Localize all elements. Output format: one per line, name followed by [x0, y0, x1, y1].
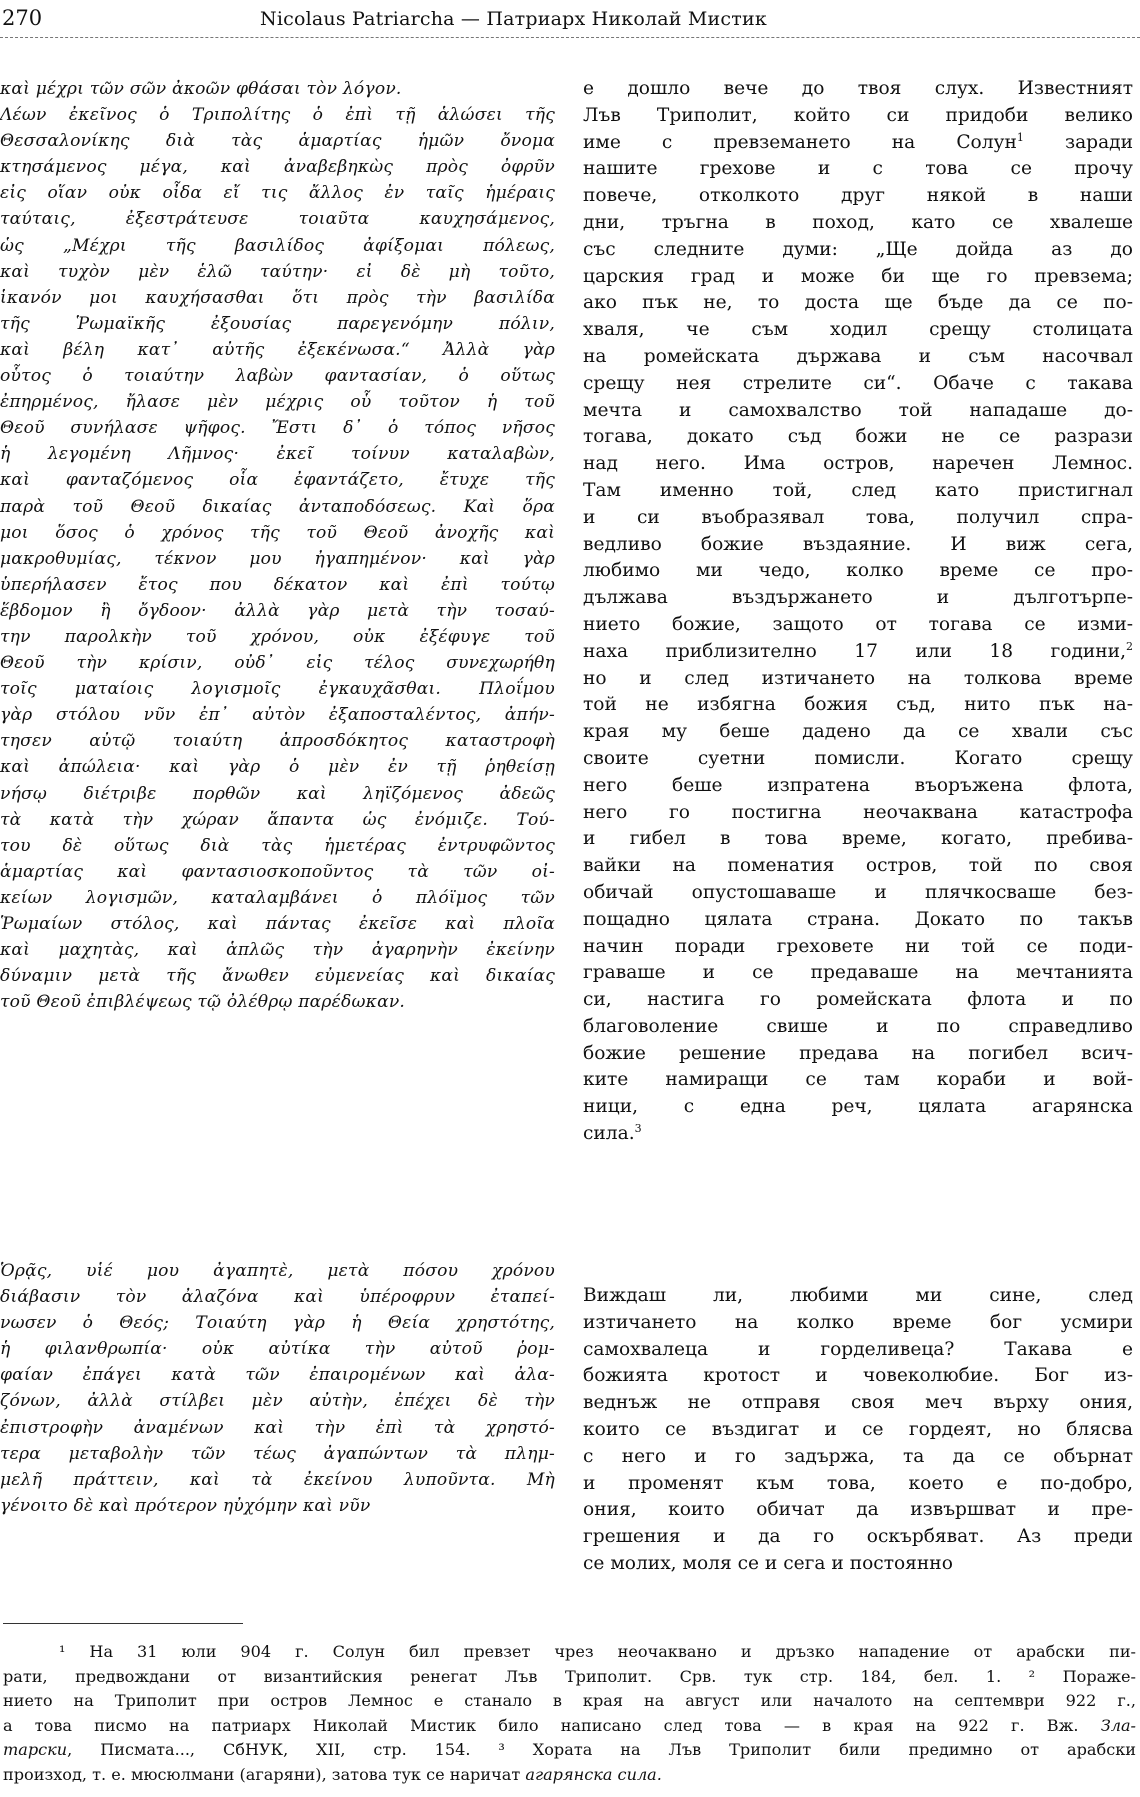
- footnote-author-name: Зла-: [1100, 1715, 1136, 1735]
- text-line: нието божие, защото от тогава се изми-: [583, 613, 1133, 635]
- footnote-line: [3, 1738, 1136, 1763]
- text-line: Лъв Триполит, който си придоби велико: [583, 104, 1133, 126]
- footnote-marker: 1: [1016, 130, 1024, 144]
- text-line: повече, отколкото друг някой в наши: [583, 185, 1133, 207]
- text-line: които се въздигат и се гордеят, но блясва: [583, 1418, 1133, 1440]
- text-line: γένοιτο δὲ καὶ πρότερον ηὐχόμην καὶ νῦν: [0, 1495, 371, 1516]
- text-line: ἕβδομον ἢ ὄγδοον· ἀλλὰ γὰρ μετὰ τὴν τοσαύ-: [0, 600, 555, 621]
- bulgarian-translation-column-1: [583, 76, 1133, 1148]
- text-line: ἡ λεγομένη Λῆμνος· ἐκεῖ τοίνυν καταλαβὼν,: [0, 444, 555, 465]
- text-line: κείων λογισμῶν, καταλαμβάνει ὁ πλόϊμος τῶν: [0, 887, 555, 908]
- text-line: εἰς οἵαν οὐκ οἶδα εἴ τις ἄλλος ἐν ταῖς ἡμέραις: [0, 183, 555, 204]
- running-head: [0, 0, 1140, 44]
- footnote-line: ¹ На 31 юли 904 г. Солун бил превзет чрез неочаквано и дръзко нападение от арабски пи-: [59, 1642, 1136, 1661]
- text-line: той не избягна божия съд, нито пък на-: [583, 694, 1133, 716]
- text-line: нашите грехове и с това се прочу: [583, 158, 1133, 180]
- text-line: Ὁρᾷς, υἱέ μου ἀγαπητὲ, μετὰ πόσου χρόνου: [0, 1261, 555, 1281]
- text-line: божие решение предава на погибел всич-: [583, 1042, 1133, 1064]
- text-line: καὶ βέλη κατ᾽ αὐτῆς ἐξεκένωσα.“ Ἀλλὰ γὰρ: [0, 339, 555, 360]
- header-rule: [0, 37, 1140, 38]
- footnote-text: произход, т. е. мюсюлмани (агаряни), затова тук се наричат: [3, 1764, 526, 1784]
- text-line: Θεοῦ τὴν κρίσιν, οὐδ᾽ εἰς τέλος συνεχωρήθη: [0, 653, 555, 674]
- text-line: пощадно цялата страна. Докато по такъв: [583, 908, 1133, 930]
- text-line: καὶ τυχὸν μὲν ἑλῶ ταύτην· εἰ δὲ μὴ τοῦτο,: [0, 261, 555, 282]
- footnote-marker: 2: [1126, 639, 1133, 653]
- footnote-author-name: тарски: [3, 1740, 68, 1759]
- text-line: и си въобразявал това, получил спра-: [583, 506, 1133, 528]
- text-line: τοῖς ματαίοις λογισμοῖς ἐγκαυχᾶσθαι. Πλοΐμου: [0, 679, 555, 700]
- text-line: ἱκανόν μοι καυχήσασθαι ὅτι πρὸς τὴν βασιλίδα: [0, 287, 555, 308]
- text-line: νήσῳ διέτριβε πορθῶν καὶ ληϊζόμενος ἀδεῶς: [0, 783, 555, 804]
- text-line: τησεν αὐτῷ τοιαύτη ἀπροσδόκητος καταστροφὴ: [0, 731, 555, 752]
- text-line: божията кротост и човеколюбие. Бог из-: [583, 1365, 1133, 1387]
- text-line: παρὰ τοῦ Θεοῦ δικαίας ἀνταποδόσεως. Καὶ ὅρα: [0, 496, 555, 517]
- text-line: е дошло вече до твоя слух. Известният: [583, 78, 1133, 99]
- text-line: μοι ὅσος ὁ χρόνος τῆς τοῦ Θεοῦ ἀνοχῆς καὶ: [0, 522, 555, 543]
- text-line: φαίαν ἐπάγει κατὰ τῶν ἐπαιρομένων καὶ ἀλα-: [0, 1365, 555, 1386]
- text-line: него беше изпратена въоръжена флота,: [583, 774, 1133, 796]
- bulgarian-translation-column-2: [583, 1283, 1133, 1578]
- text-line: ако пък не, то доста ще бъде да се по-: [583, 292, 1133, 314]
- text-line: и променят към това, което е по-добро,: [583, 1472, 1133, 1494]
- text-line: Ῥωμαίων στόλος, καὶ πάντας ἐκεῖσε καὶ πλοῖα: [0, 914, 555, 934]
- footnote-line: нието на Триполит при остров Лемнос е станало в края на август или началото на септември 922 г.,: [3, 1691, 1136, 1710]
- page-number: 270: [2, 6, 43, 30]
- text-line: Θεσσαλονίκης διὰ τὰς ἁμαρτίας ἡμῶν ὄνομα: [0, 131, 555, 152]
- text-line: καὶ ἀπώλεια· καὶ γὰρ ὁ μὲν ἐν τῇ ῥηθείσῃ: [0, 757, 555, 778]
- greek-text-column-2: [0, 1258, 555, 1519]
- text-line: Виждаш ли, любими ми сине, след: [583, 1285, 1133, 1306]
- text-line: ἡ φιλανθρωπία· οὐκ αὐτίκα τὴν αὐτοῦ ῥομ-: [0, 1339, 555, 1360]
- text-line: изтичането на колко време бог усмири: [583, 1311, 1133, 1333]
- text-line: над него. Има остров, наречен Лемнос.: [583, 453, 1133, 475]
- text-line: веднъж не отправя своя меч върху ония,: [583, 1392, 1133, 1414]
- text-line: νωσεν ὁ Θεός; Τοιαύτη γὰρ ἡ Θεία χρηστότης,: [0, 1313, 555, 1334]
- text-line: срещу нея стрелите си“. Обаче с такава: [583, 372, 1133, 394]
- greek-text-column-1: [0, 76, 555, 1015]
- text-line: него го постигна неочаквана катастрофа: [583, 801, 1133, 823]
- text-line: тогава, докато съд божи не се разрази: [583, 426, 1133, 448]
- footnote-emphasis: агарянска сила.: [525, 1764, 662, 1784]
- footnote-text: , Писмата..., СбНУК, XII, стр. 154. ³ Хората на Лъв Триполит били предимно от арабски: [67, 1740, 1136, 1759]
- text-line: ζόνων, ἀλλὰ στίλβει μὲν αὐτὴν, ἐπέχει δὲ τὴν: [0, 1391, 555, 1412]
- text-line: ките намиращи се там кораби и вой-: [583, 1069, 1133, 1091]
- text-line: дни, тръгна в поход, като се хвалеше: [583, 211, 1133, 233]
- text-line: наха приблизително 17 или 18 години,$^2$: [583, 639, 1133, 662]
- text-line: име с превземането на Солун$^1$ заради: [583, 130, 1133, 153]
- text-line: ἐπιστροφὴν ἀναμένων καὶ τὴν ἐπὶ τὰ χρηστό-: [0, 1417, 555, 1438]
- running-title: Nicolaus Patriarcha — Патриарх Николай Мистик: [260, 8, 767, 30]
- footnote-rule: [3, 1623, 243, 1624]
- text-line: и гибел в това време, когато, пребива-: [583, 828, 1133, 850]
- text-line: любимо ми чедо, колко време се про-: [583, 560, 1133, 582]
- footnote-line: [3, 1714, 1136, 1739]
- text-line: Там именно той, след като пристигнал: [583, 479, 1133, 501]
- text-line: със следните думи: „Ще дойда аз до: [583, 238, 1133, 260]
- text-line: ταύταις, ἐξεστράτευσε τοιαῦτα καυχησάμενος,: [0, 209, 555, 230]
- text-line: του δὲ οὕτως διὰ τὰς ἡμετέρας ἐντρυφῶντος: [0, 835, 555, 856]
- text-line: обичай опустошаваше и плячкосваше без-: [583, 881, 1133, 903]
- text-line: хваля, че съм ходил срещу столицата: [583, 319, 1133, 341]
- footnotes: [3, 1640, 1136, 1787]
- text-line: ведливо божие въздаяние. И виж сега,: [583, 533, 1133, 555]
- text-line: начин поради греховете ни той се поди-: [583, 935, 1133, 957]
- footnote-line: [3, 1763, 1136, 1788]
- text-line: ἁμαρτίας καὶ φαντασιοσκοποῦντος τὰ τῶν οἰ-: [0, 861, 555, 882]
- text-line: ония, които обичат да извършват и пре-: [583, 1499, 1133, 1521]
- text-line: ὑπερήλασεν ἔτος που δέκατον καὶ ἐπὶ τούτῳ: [0, 574, 555, 595]
- footnote-line: рати, предвождани от византийския ренегат Лъв Триполит. Срв. тук стр. 184, бел. 1. ² Пораже-: [3, 1666, 1136, 1686]
- text-line: καὶ φανταζόμενος οἷα ἐφαντάζετο, ἔτυχε τῆς: [0, 470, 555, 491]
- text-line: благоволение свише и по справедливо: [583, 1015, 1133, 1037]
- text-line: своите суетни помисли. Когато срещу: [583, 747, 1133, 769]
- text-line: την παρολκὴν τοῦ χρόνου, οὐκ ἐξέφυγε τοῦ: [0, 626, 555, 647]
- text-line: δύναμιν μετὰ τῆς ἄνωθεν εὐμενείας καὶ δικαίας: [0, 966, 555, 987]
- text-line: κτησάμενος μέγα, καὶ ἀναβεβηκὼς πρὸς ὀφρῦν: [0, 157, 555, 178]
- text-line: μακροθυμίας, τέκνον μου ἠγαπημένον· καὶ γὰρ: [0, 548, 555, 569]
- text-line: μελῆ πράττειν, καὶ τὰ ἐκείνου λυποῦντα. Μὴ: [0, 1469, 555, 1490]
- text-line: самохвалеца и горделивеца? Такава е: [583, 1338, 1133, 1360]
- text-line: τερα μεταβολὴν τῶν τέως ἀγαπώντων τὰ πλημ-: [0, 1443, 555, 1464]
- text-line: Λέων ἐκεῖνος ὁ Τριπολίτης ὁ ἐπὶ τῇ ἁλώσει τῆς: [0, 105, 555, 126]
- text-line: се молих, моля се и сега и постоянно: [583, 1552, 953, 1574]
- footnote-text: а това писмо на патриарх Николай Мистик било написано след това — в края на 922 г. Вж.: [3, 1715, 1101, 1735]
- text-line: ници, с една реч, цялата агарянска: [583, 1096, 1133, 1118]
- text-line: Θεοῦ συνήλασε ψῆφος. Ἔστι δ᾽ ὁ τόπος νῆσος: [0, 418, 555, 439]
- text-line: ὡς „Μέχρι τῆς βασιλίδος ἀφίξομαι πόλεως,: [0, 235, 555, 256]
- text-line: τὰ κατὰ τὴν χώραν ἅπαντα ὡς ἐνόμιζε. Τού-: [0, 809, 555, 830]
- text-line: грешения и да го оскърбяват. Аз преди: [583, 1526, 1133, 1548]
- text-line: οὗτος ὁ τοιαύτην λαβὼν φαντασίαν, ὁ οὕτως: [0, 366, 555, 387]
- text-line: вайки на поменатия остров, той по своя: [583, 855, 1133, 877]
- text-line: гравaше и се предаваше на мечтанията: [583, 962, 1133, 984]
- text-line: τῆς Ῥωμαϊκῆς ἐξουσίας παρεγενόμην πόλιν,: [0, 313, 555, 334]
- text-line: дължава въздържането и дълготърпе-: [583, 587, 1133, 609]
- text-line: края му беше дадено да се хвали със: [583, 721, 1133, 743]
- text-line: царския град и може би ще го превзема;: [583, 265, 1133, 287]
- text-line: на ромейската държава и съм насочвал: [583, 345, 1133, 367]
- footnote-marker: 3: [634, 1121, 642, 1135]
- text-line: си, настига го ромейската флота и по: [583, 989, 1133, 1011]
- text-line: сила.$^3$: [583, 1121, 642, 1145]
- text-line: διάβασιν τὸν ἀλαζόνα καὶ ὑπέροφρυν ἐταπεί-: [0, 1287, 555, 1308]
- text-line: καὶ μαχητὰς, καὶ ἁπλῶς τὴν ἀγαρηνὴν ἐκείνην: [0, 940, 555, 961]
- text-line: καὶ μέχρι τῶν σῶν ἀκοῶν φθάσαι τὸν λόγον.: [0, 79, 402, 99]
- text-line: мечта и самохвалство той нападаше до-: [583, 399, 1133, 421]
- text-line: ἐπηρμένος, ἤλασε μὲν μέχρις οὗ τοῦτον ἡ τοῦ: [0, 392, 555, 413]
- text-line: γὰρ στόλου νῦν ἐπ᾽ αὐτὸν ἐξαποσταλέντος, ἀπήν-: [0, 705, 555, 726]
- text-line: но и след изтичането на толкова време: [583, 667, 1133, 689]
- text-line: τοῦ Θεοῦ ἐπιβλέψεως τῷ ὀλέθρῳ παρέδωκαν.: [0, 992, 406, 1013]
- text-line: с него и го задържа, та да се обърнат: [583, 1445, 1133, 1467]
